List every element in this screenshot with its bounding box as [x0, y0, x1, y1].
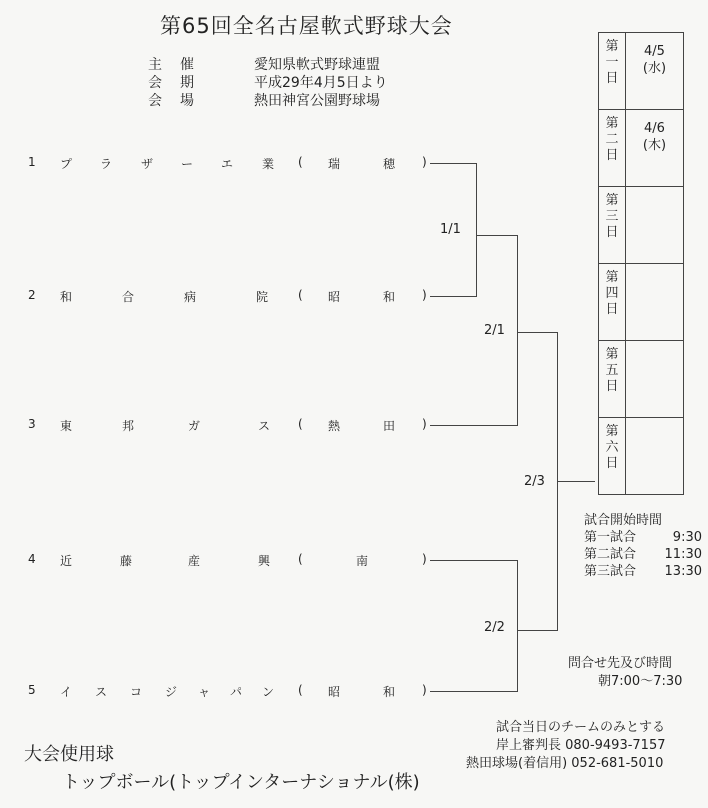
team-number: 2: [28, 288, 36, 302]
team-name-char: ガ: [188, 419, 201, 433]
paren-open: (: [298, 552, 303, 566]
team-name-char: ー: [181, 157, 194, 171]
paren-close: ): [422, 155, 427, 169]
day-label: 第 六 日: [599, 418, 626, 495]
start-time-row: 第二試合 11:30: [584, 547, 702, 562]
team-name-char: 邦: [122, 419, 135, 433]
bracket-line: [430, 425, 518, 426]
team-name-char: 病: [184, 290, 197, 304]
region-char: 和: [383, 290, 396, 304]
ball-heading: 大会使用球: [24, 744, 114, 765]
schedule-row: [599, 418, 684, 495]
day-date: [626, 341, 684, 418]
paren-close: ): [422, 288, 427, 302]
paren-close: ): [422, 683, 427, 697]
region-char: 熱: [328, 419, 341, 433]
team-name-char: 興: [258, 554, 271, 568]
team-name-char: 東: [60, 419, 73, 433]
inquiry-heading: 問合せ先及び時間: [568, 656, 673, 671]
team-number: 3: [28, 417, 36, 431]
team-name-char: プ: [60, 157, 73, 171]
day-date: 4/6 (木): [626, 110, 684, 187]
match-date-1: 1/1: [440, 222, 461, 237]
period-label: 会期: [148, 75, 212, 91]
team-entry-2: [28, 288, 438, 308]
team-name-char: ャ: [198, 685, 211, 699]
day-label: 第 四 日: [599, 264, 626, 341]
region-char: 昭: [328, 685, 341, 699]
day-label: 第 一 日: [599, 33, 626, 110]
venue-value: 熱田神宮公園野球場: [254, 93, 380, 109]
team-name-char: パ: [230, 685, 243, 699]
team-name-char: 院: [256, 290, 269, 304]
day-date: [626, 187, 684, 264]
paren-open: (: [298, 417, 303, 431]
bracket-line: [517, 630, 558, 631]
team-name-char: ス: [95, 685, 108, 699]
region-char: 和: [383, 685, 396, 699]
tournament-title: 第65回全名古屋軟式野球大会: [160, 14, 453, 38]
bracket-line: [430, 163, 477, 164]
start-time-row: 第一試合 9:30: [584, 530, 702, 545]
bracket-line: [430, 691, 518, 692]
bracket-line: [476, 163, 477, 297]
paren-open: (: [298, 155, 303, 169]
team-number: 5: [28, 683, 36, 697]
contact-stadium: 熱田球場(着信用) 052-681-5010: [466, 756, 664, 771]
region-char: 南: [356, 554, 369, 568]
contact-referee: 岸上審判長 080-9493-7157: [496, 738, 666, 753]
team-entry-1: [28, 155, 438, 175]
organizer-value: 愛知県軟式野球連盟: [254, 57, 380, 73]
day-date: [626, 418, 684, 495]
team-name-char: 産: [188, 554, 201, 568]
team-name-char: エ: [221, 157, 234, 171]
schedule-row: [599, 187, 684, 264]
team-name-char: 合: [122, 290, 135, 304]
bracket-line: [557, 481, 595, 482]
day-label: 第 三 日: [599, 187, 626, 264]
team-name-char: 和: [60, 290, 73, 304]
team-entry-5: [28, 683, 438, 703]
schedule-table: [598, 32, 684, 495]
team-name-char: ス: [258, 419, 271, 433]
day-date: 4/5 (水): [626, 33, 684, 110]
team-number: 4: [28, 552, 36, 566]
schedule-row: [599, 110, 684, 187]
match-date-final: 2/3: [524, 474, 545, 489]
team-entry-3: [28, 417, 438, 437]
team-name-char: ジ: [165, 685, 178, 699]
ball-name: トップボール(トップインターナショナル(株): [62, 772, 420, 793]
match-date-3: 2/2: [484, 620, 505, 635]
team-name-char: コ: [130, 685, 143, 699]
bracket-line: [476, 235, 518, 236]
region-char: 昭: [328, 290, 341, 304]
team-name-char: ン: [262, 685, 275, 699]
region-char: 穂: [383, 157, 396, 171]
schedule-row: [599, 33, 684, 110]
schedule-row: [599, 341, 684, 418]
venue-label: 会場: [148, 93, 212, 109]
match-date-2: 2/1: [484, 323, 505, 338]
contact-note: 試合当日のチームのみとする: [496, 720, 666, 735]
start-time-row: 第三試合 13:30: [584, 564, 702, 579]
paren-close: ): [422, 552, 427, 566]
paren-close: ): [422, 417, 427, 431]
inquiry-hours: 朝7:00〜7:30: [598, 674, 683, 689]
day-label: 第 五 日: [599, 341, 626, 418]
team-name-char: 業: [262, 157, 275, 171]
start-times: [584, 512, 702, 580]
organizer-label: 主催: [148, 57, 212, 73]
paren-open: (: [298, 288, 303, 302]
bracket-line: [517, 560, 518, 692]
team-name-char: 近: [60, 554, 73, 568]
bracket-line: [430, 560, 518, 561]
team-name-char: 藤: [120, 554, 133, 568]
team-name-char: イ: [60, 685, 73, 699]
bracket-line: [430, 296, 477, 297]
team-number: 1: [28, 155, 36, 169]
day-label: 第 二 日: [599, 110, 626, 187]
period-value: 平成29年4月5日より: [254, 75, 388, 91]
region-char: 瑞: [328, 157, 341, 171]
bracket-line: [517, 235, 518, 426]
paren-open: (: [298, 683, 303, 697]
region-char: 田: [383, 419, 396, 433]
bracket-line: [517, 332, 558, 333]
team-entry-4: [28, 552, 438, 572]
start-times-heading: 試合開始時間: [584, 513, 663, 528]
day-date: [626, 264, 684, 341]
team-name-char: ザ: [141, 157, 154, 171]
schedule-row: [599, 264, 684, 341]
team-name-char: ラ: [100, 157, 113, 171]
